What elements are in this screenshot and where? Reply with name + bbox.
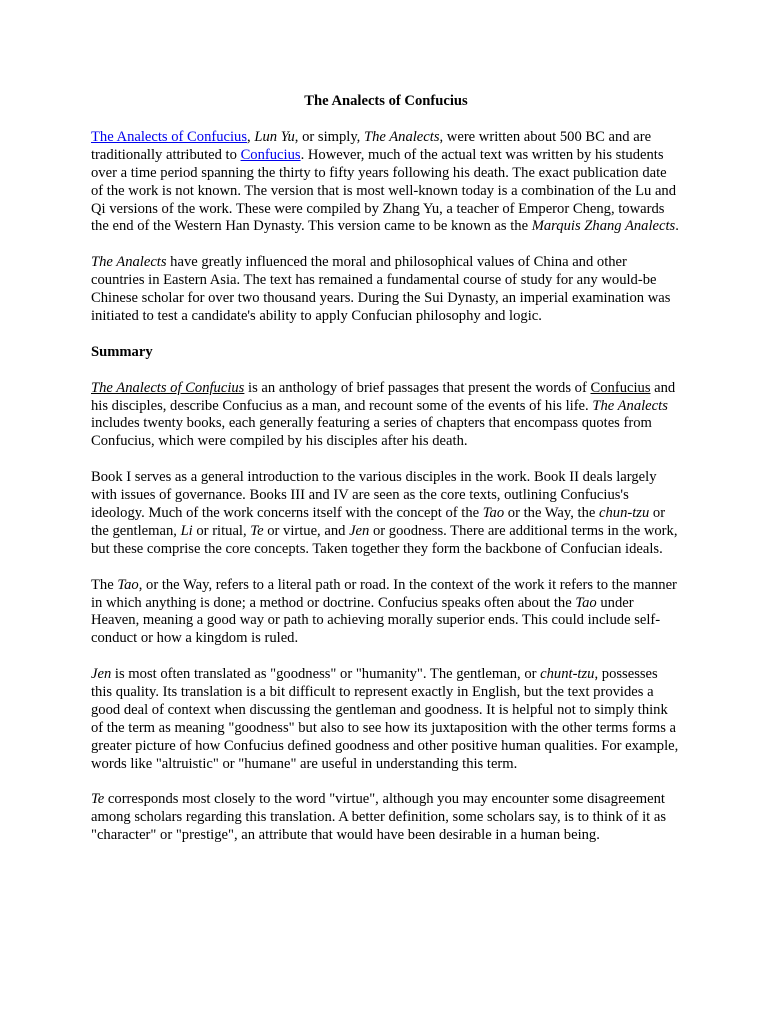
books-paragraph: [91, 469, 681, 559]
document-body: [91, 93, 681, 863]
text-span: under Heaven, meaning a good way or path to achieving morally superior ends. This could include self-conduct or how a kingdom is ruled.: [91, 594, 661, 647]
text-span: , were written about 500 BC and are traditionally attributed to: [91, 128, 652, 163]
text-span: The: [91, 576, 118, 593]
li-italic: Li: [180, 522, 193, 539]
text-span: , or the Way, refers to a literal path or road. In the context of the work it refers to the manner in which anything is done; a method or doctrine. Confucius speaks often about the: [91, 576, 677, 611]
text-span: or the Way, the: [504, 504, 600, 521]
tao-italic: Tao: [575, 594, 597, 611]
jen-paragraph: [91, 666, 681, 773]
text-span: ,: [247, 128, 255, 145]
tao-paragraph: [91, 577, 681, 649]
text-span: or ritual,: [192, 522, 251, 539]
text-span: or the gentleman,: [91, 504, 666, 539]
analects-link[interactable]: The Analects of Confucius: [91, 128, 248, 145]
text-span: or virtue, and: [263, 522, 350, 539]
document-title: The Analects of Confucius: [304, 93, 468, 109]
the-analects-italic: The Analects: [91, 254, 167, 271]
summary-heading: Summary: [91, 343, 153, 360]
tao-italic: Tao: [117, 576, 139, 593]
text-span: or goodness. There are additional terms in the work, but these comprise the core concepts. Taken together they form the backbone of Confucian ideals.: [91, 522, 678, 557]
text-span: have greatly influenced the moral and philosophical values of China and other countries in Eastern Asia. The text has remained a fundamental course of study for any would-be Chinese scholar for over two thousand years. During the Sui Dynasty, an imperial examination was initiated to test a candidate's ability to apply Confucian philosophy and logic.: [91, 254, 671, 324]
lun-yu-italic: Lun Yu: [254, 128, 295, 145]
summary-paragraph: [91, 380, 681, 452]
confucius-underlined: Confucius: [590, 379, 651, 396]
the-analects-italic: The Analects: [592, 397, 668, 414]
text-span: corresponds most closely to the word "virtue", although you may encounter some disagreement among scholars regarding this translation. A better definition, some scholars say, is to think of it as "character" or "prestige", an attribute that would have been desirable in a human being.: [91, 791, 666, 844]
te-paragraph: [91, 791, 681, 845]
chunt-tzu-italic: chunt-tzu: [540, 666, 595, 683]
text-span: is an anthology of brief passages that present the words of: [244, 379, 591, 396]
chun-tzu-italic: chun-tzu: [599, 504, 650, 521]
the-analects-italic: The Analects: [363, 128, 440, 145]
text-span: . However, much of the actual text was written by his students over a time period spanning the thirty to fifty years following his death. The exact publication date of the work is not known. The version that is most well-known today is a combination of the Lu and Qi versions of the work. These were compiled by Zhang Yu, a teacher of Emperor Cheng, towards the end of the Western Han Dynasty. This version came to be known as the: [91, 146, 677, 235]
jen-italic: Jen: [91, 666, 112, 683]
text-span: includes twenty books, each generally featuring a series of chapters that encompass quotes from Confucius, which were compiled by his disciples after his death.: [91, 415, 652, 450]
text-span: is most often translated as "goodness" or "humanity". The gentleman, or: [111, 666, 541, 683]
confucius-link[interactable]: Confucius: [240, 146, 301, 163]
jen-italic: Jen: [349, 522, 370, 539]
marquis-zhang-italic: Marquis Zhang Analects: [531, 218, 676, 235]
influence-paragraph: [91, 254, 681, 326]
text-span: , possesses this quality. Its translation is a bit difficult to represent exactly in English, but the text provides a good deal of context when discussing the gentleman and goodness. It is helpful not to simply think of the term as meaning "goodness" but also to see how its juxtaposition with the other terms forms a greater picture of how Confucius defined goodness and other positive human qualities. For example, words like "altruistic" or "humane" are useful in understanding this term.: [91, 666, 679, 772]
tao-italic: Tao: [482, 504, 505, 521]
analects-underlined-title: The Analects of Confucius: [91, 379, 245, 396]
text-span: Book I serves as a general introduction to the various disciples in the work. Book II deals largely with issues of governance. Books III and IV are seen as the core texts, outlining Confucius's ideology. Much of the work concerns itself with the concept of the: [91, 469, 657, 521]
intro-paragraph: [91, 129, 681, 236]
te-italic: Te: [250, 522, 264, 539]
text-span: .: [675, 218, 679, 235]
te-italic: Te: [91, 791, 105, 808]
text-span: and his disciples, describe Confucius as a man, and recount some of the events of his life.: [91, 379, 676, 414]
text-span: , or simply,: [294, 128, 364, 145]
